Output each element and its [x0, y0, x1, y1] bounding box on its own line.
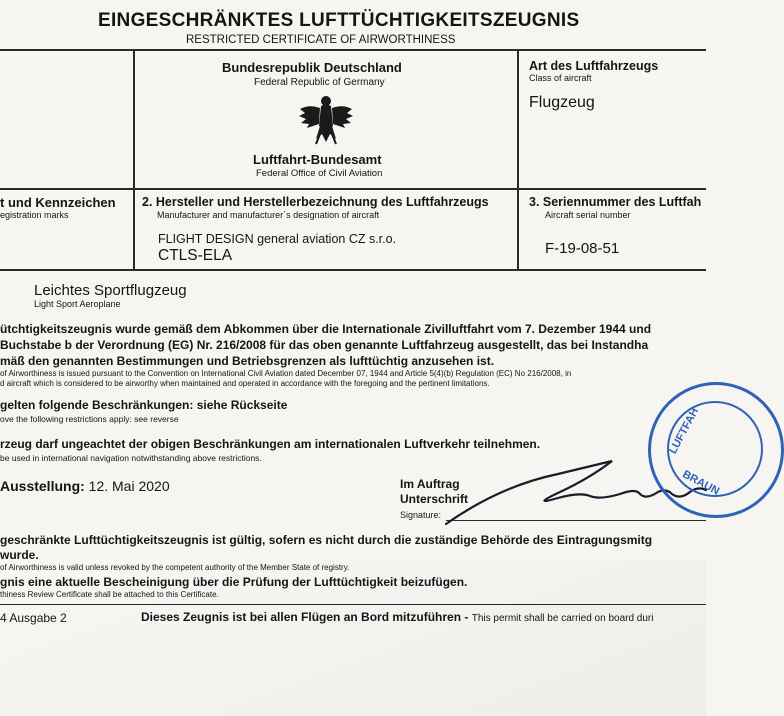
carry-on-board-notice: Dieses Zeugnis ist bei allen Flügen an Bord mitzuführen -: [141, 610, 469, 624]
on-behalf-label: Im Auftrag: [400, 477, 460, 491]
issuer-authority: Luftfahrt-Bundesamt: [253, 152, 382, 167]
column-divider-2: [517, 49, 519, 271]
manufacturer-label-en: Manufacturer and manufacturer´s designation of aircraft: [157, 210, 380, 220]
signature-label: Unterschrift: [400, 492, 469, 506]
issue-date-value: 12. Mai 2020: [88, 478, 170, 494]
table-bottom-border: [0, 269, 706, 271]
official-stamp: [648, 382, 784, 518]
statement-line-1: ütchtigkeitszeugnis wurde gemäß dem Abkommen über die Internationale Zivilluftfahrt vom 7. Dezember 1944 und: [0, 322, 652, 336]
stamp-text-top: LUFTFAH: [666, 406, 702, 456]
statement-line-2: Buchstabe b der Verordnung (EG) Nr. 216/2008 für das oben genannte Luftfahrzeug ausgestellt, das bei Instandha: [0, 338, 649, 352]
carry-on-board-notice-en: This permit shall be carried on board duri: [471, 613, 654, 624]
issuer-state-en: Federal Republic of Germany: [254, 77, 385, 88]
aircraft-model: CTLS-ELA: [158, 247, 233, 264]
issuer-authority-en: Federal Office of Civil Aviation: [256, 168, 383, 179]
table-top-border: [0, 49, 706, 51]
serial-number-label: 3. Seriennummer des Luftfah: [529, 195, 702, 209]
manufacturer-label: 2. Hersteller und Herstellerbezeichnung des Luftfahrzeugs: [142, 195, 489, 209]
stamp-inner-ring: [667, 401, 763, 497]
validity-en-1: of Airworthiness is valid unless revoked by the competent authority of the Member State of registry.: [0, 563, 350, 572]
form-edition: 4 Ausgabe 2: [0, 611, 67, 625]
international-navigation-text-en: be used in international navigation notwithstanding above restrictions.: [0, 453, 262, 463]
aircraft-class-value: Flugzeug: [529, 94, 595, 111]
aircraft-category-en: Light Sport Aeroplane: [34, 299, 121, 309]
serial-number-label-en: Aircraft serial number: [545, 210, 631, 220]
restrictions-text: gelten folgende Beschränkungen: siehe Rückseite: [0, 398, 288, 412]
serial-number-value: F-19-08-51: [545, 240, 620, 257]
stamp-text-bottom: BRAUN: [680, 468, 722, 498]
statement-en-2: d aircraft which is considered to be airworthy when maintained and operated in accordance with the foregoing and the pertinent limitations.: [0, 379, 490, 388]
nationality-marks-label-en: egistration marks: [0, 210, 69, 220]
aircraft-class-label-en: Class of aircraft: [529, 73, 592, 83]
column-divider-1: [133, 49, 135, 271]
statement-en-1: of Airworthiness is issued pursuant to the Convention on International Civil Aviation dated December 07, 1944 and Article 5(4)(b) Regulation (EC) No 216/2008, in: [0, 369, 572, 378]
document-title: EINGESCHRÄNKTES LUFTTÜCHTIGKEITSZEUGNIS: [98, 10, 580, 31]
footer-divider: [0, 604, 706, 605]
review-certificate-text-en: thiness Review Certificate shall be attached to this Certificate.: [0, 590, 219, 599]
review-certificate-text: gnis eine aktuelle Bescheinigung über die Prüfung der Lufttüchtigkeit beizufügen.: [0, 575, 468, 589]
federal-eagle-emblem: [296, 92, 356, 148]
document-subtitle: RESTRICTED CERTIFICATE OF AIRWORTHINESS: [186, 34, 456, 46]
restrictions-text-en: ove the following restrictions apply: see reverse: [0, 414, 179, 424]
issuer-state: Bundesrepublik Deutschland: [222, 60, 402, 75]
aircraft-class-label: Art des Luftfahrzeugs: [529, 59, 659, 73]
signature-label-en: Signature:: [400, 510, 442, 520]
manufacturer-name: FLIGHT DESIGN general aviation CZ s.r.o.: [158, 232, 397, 246]
nationality-marks-label: t und Kennzeichen: [0, 195, 116, 210]
validity-line-1: geschränkte Lufttüchtigkeitszeugnis ist gültig, sofern es nicht durch die zuständige Behörde des Eintragungsmitg: [0, 533, 653, 547]
validity-line-2: wurde.: [0, 548, 39, 562]
aircraft-category: Leichtes Sportflugzeug: [34, 282, 187, 299]
table-mid-border: [0, 188, 706, 190]
international-navigation-text: rzeug darf ungeachtet der obigen Beschränkungen am internationalen Luftverkehr teilnehmen.: [0, 437, 541, 451]
statement-line-3: mäß den genannten Bestimmungen und Betriebsgrenzen als lufttüchtig anzusehen ist.: [0, 354, 495, 368]
issue-date-label: Ausstellung:: [0, 478, 85, 494]
